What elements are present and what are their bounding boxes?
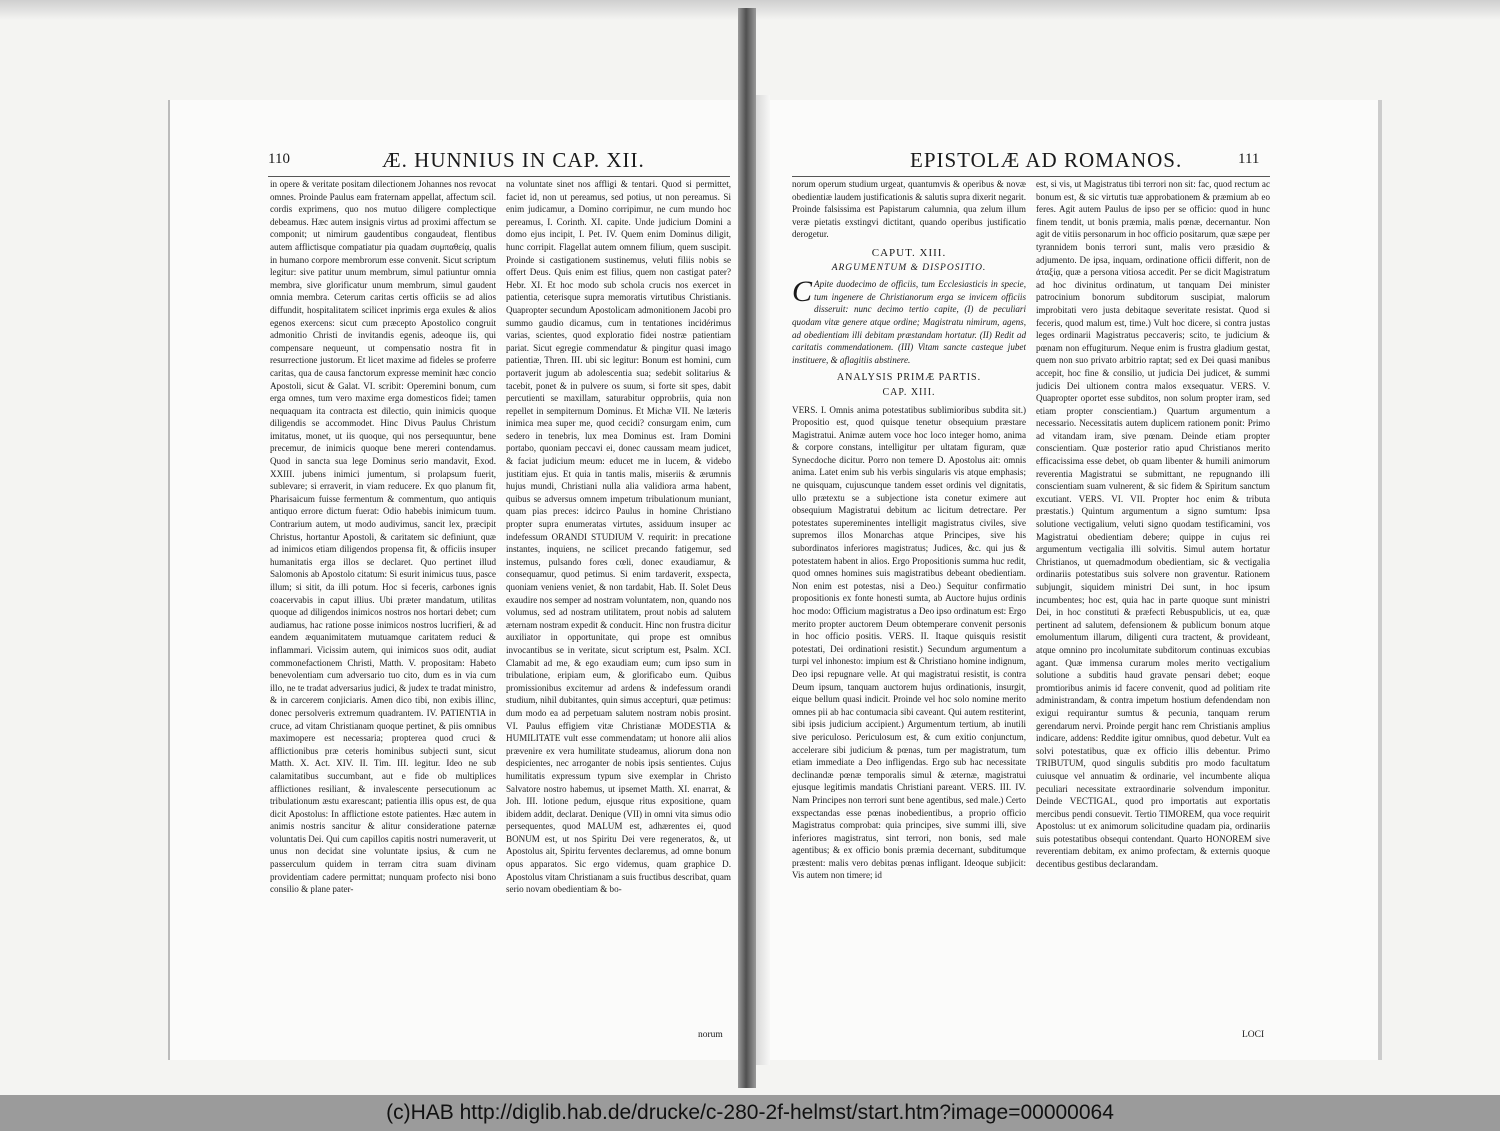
right-intro-text: norum operum studium urgeat, quantumvis & operibus & novæ obedientiæ laudem justificationis & salutis supra dixerit negarit. Proinde falsissima est Papistarum calumnia, qua zelum illum veræ pietatis exstingvi dictitant, quando operibus justificatio derogetur. bbox=[792, 179, 1026, 240]
left-head-rule bbox=[268, 176, 730, 177]
source-footer: (c)HAB http://diglib.hab.de/drucke/c-280-2f-helmst/start.htm?image=00000064 bbox=[0, 1095, 1500, 1131]
right-column-2-text: est, si vis, ut Magistratus tibi terrori non sit: fac, quod rectum ac bonum est, & sic virtutis tuæ approbationem & præmium ab eo feres. Agit autem Paulus de ipso per se officio: quod in hunc finem tendit, ut bonis præmia, malis pœnæ, decernantur. Non agit de vitiis personarum in hoc officio positarum, quæ sæpe per tyrannidem bonis terrori sunt, malis vero præsidio & adjumento. De ipsa, inquam, ordinatione officii differit, non de ἀταξίᾳ, quæ a persona vitiosa accedit. Per se dicit Magistratum ad hoc divinitus ordinatum, ut tanquam Dei minister patrocinium bonorum subditorum suscipiat, malorum improbitati vero justa debitaque severitate resistat. Quod si feceris, quod malum est, time.) Vult hoc dicere, si contra justas leges ordinarii Magistratus peccaveris; scito, te judicium & pœnam non effugiturum. Neque enim is frustra gladium gestat, quem non suo privato arbitrio raptat; sed ex Dei quasi manibus accepit, hoc fine & consilio, ut judicia Dei judicet, & summi judicis Dei ultionem contra malos exsequatur. VERS. V. Quapropter oportet esse subditos, non solum propter iram, sed etiam propter conscientiam.) Quartum argumentum a necessario. Necessitatis autem duplicem rationem ponit: Primo ad vitandam iram, sive pœnam. Deinde etiam propter conscientiam. Quæ posterior ratio apud Christianos merito efficacissima esse debet, ob quam libenter & humili animorum reverentia Magistratui se submittant, ne repugnando illi conscientiam suam vulnerent, & sic fidem & Spiritum sanctum excutiant. VERS. VI. VII. Propter hoc enim & tributa præstatis.) Quintum argumentum a signo sumtum: Ipsa solutione vectigalium, veluti signo quodam testificamini, vos Magistratui obedientiam debere; quippe in cujus rei argumentum vectigalia illi solvitis. Simul autem hortatur Christianos, ut quemadmodum obedientiam, sic & vectigalia ordinariis potestatibus suis solvere non graventur. Rationem subjungit, siquidem ministri Dei sunt, in hoc ipsum incumbentes; hoc est, quia hac in parte quoque sunt ministri Dei, in hoc constituti & præfecti Rebuspublicis, ut ea, quæ pertinent ad salutem, defensionem & publicum bonum atque emolumentum illarum, diligenti cura tractent, & provideant, atque omnino pro incolumitate subditorum continuas excubias agant. Quæ immensa curarum moles merito vectigalium solutione a subditis haud gravate pensari debet; eoque promtioribus animis id facere convenit, quod ad politiam rite administrandam, & contra impetum hostium defendendam non exigui requirantur sumtus & pecunia, tanquam rerum gerendarum nervi. Proinde pergit hanc rem Christianis amplius indicare, addens: Reddite igitur omnibus, quod debetur. Vult ea solvi potestatibus, quæ ex officio illis debentur. Primo TRIBUTUM, quod singulis subditis pro modo facultatum cuiusque vel annuatim & ordinarie, vel incumbente aliqua peculiari necessitate extraordinarie solvendum imponitur. Deinde VECTIGAL, quod pro importatis aut exportatis mercibus pendi consuevit. Tertio TIMOREM, qua voce requirit Apostolus: ut ex animorum solicitudine quadam pia, ordinariis suis potestatibus obsequi contendant. Quarto HONOREM sive reverentiam debitam, ex animo profectam, & externis quoque decentibus gestibus declarandam. bbox=[1036, 179, 1270, 870]
left-page-number: 110 bbox=[268, 151, 290, 167]
right-page-number: 111 bbox=[1238, 151, 1260, 167]
left-column-2 bbox=[506, 178, 731, 1028]
left-running-head: Æ. HUNNIUS IN CAP. XII. bbox=[382, 148, 645, 172]
left-catchword: norum bbox=[698, 1030, 723, 1040]
right-running-head: EPISTOLÆ AD ROMANOS. bbox=[910, 148, 1183, 172]
argument-paragraph bbox=[792, 275, 1026, 366]
gutter-shadow bbox=[756, 95, 770, 1065]
analysis-title: ANALYSIS PRIMÆ PARTIS. bbox=[836, 372, 982, 384]
chapter-subtitle: ARGUMENTUM & DISPOSITIO. bbox=[831, 262, 987, 273]
right-page-edge bbox=[1378, 100, 1382, 1060]
right-column-1-text: VERS. I. Omnis anima potestatibus sublimioribus subdita sit.) Propositio est, quod quisque tenetur obsequium præstare Magistratui. Animæ autem voce hoc loco integer homo, anima & corpore constans, intelligitur per ultatam figuram, quæ Synecdoche dicitur. Porro non temere D. Apostolus ait: omnis anima. Latet enim sub his verbis singularis vis atque emphasis; ne quisquam, cujuscunque tandem esset ordinis vel dignitatis, ullo prætextu se a subjectione ista conetur eximere aut obsequium Magistratui debitum ac licitum detrectare. Per potestates supereminentes intelligit magistratus civiles, sive supremos illos Monarchas atque Principes, sive his subordinatos inferiores magistratus; Judices, &c. qui jus & potestatem habent in alios. Ergo Propositionis summa huc redit, quod omnes homines suis magistratibus debeant obedientiam. Non enim est potestas, nisi a Deo.) Sequitur confirmatio propositionis ex fonte honesti sumta, ab Auctore hujus ordinis hoc modo: Officium magistratus a Deo ipso ordinatum est: Ergo merito propter auctorem Deum obtemperare convenit personis in hoc officio positis. VERS. II. Itaque quisquis resistit potestati, Dei ordinationi resistit.) Secundum argumentum a turpi vel inhonesto: impium est & Christiano homine indignum, Deo ipsi repugnare velle. At qui magistratui resistit, is contra Deum ipsum, tanquam auctorem hujus ordinationis, insurgit, eique bellum quasi indicit. Proinde vel hoc solo nomine merito omnes pii ab hac contumacia sibi caveant. Qui autem restiterint, sibi ipsis judicium accipient.) Argumentum tertium, ab inutili sive periculoso. Periculosum est, & cum exitio conjunctum, accelerare sibi judicium & pœnas, tum per magistratum, tum etiam immediate a Deo infligendas. Ergo sub hac necessitate declinandæ pœnæ temporalis simul & æternæ, magistratui ejusque legitimis mandatis Christiani pareant. VERS. III. IV. Nam Principes non terrori sunt bene agentibus, sed male.) Certo exspectandas esse pœnas inobedientibus, a proprio officio Magistratus comprobat: quia principes, sive summi illi, sive inferiores magistratus, sint terrori, non bonis, sed male agentibus; & ex officio bonis præmia decernant, subditumque præstent: malis vero debitas pœnas infligant. Ideoque subjicit: Vis autem non timere; id bbox=[792, 404, 1026, 881]
analysis-chapter: CAP. XIII. bbox=[882, 386, 936, 398]
right-catchword: LOCI bbox=[1242, 1030, 1265, 1040]
right-head-rule bbox=[792, 176, 1270, 177]
drop-cap: C bbox=[792, 275, 813, 309]
book-gutter bbox=[738, 8, 756, 1088]
argument-text: Apite duodecimo de officiis, tum Ecclesiasticis in specie, tum ingenere de Christianorum erga se invicem officiis disseruit: nunc decimo tertio capite, (I) de peculiari quodam vitæ genere atque ordine; Magistratu nimirum, agens, ad obedientiam illi debitam præstandam hortatur. (II) Redit ad caritatis commendationem. (III) Vitam sancte casteque jubet instituere, & aflagitiis abstinere. bbox=[792, 279, 1026, 365]
left-column-1-text: in opere & veritate positam dilectionem Johannes nos revocat omnes. Proinde Paulus eam fraternam appellat, affectum scil. cordis exprimens, quo nos mutuo diligere complectique debeamus. Hæc autem insignis virtus ad proximi affectum se componit; ut nimirum gaudentibus congaudeat, flentibus autem afflictisque compatiatur pia quadam συμπαθείᾳ, qualis in humano corpore membrorum esse convenit. Sicut scriptum legitur: sive patitur unum membrum, simul patiuntur omnia membra, sive glorificatur unum membrum, simul gaudent omnia membra. Ceterum caritas certis officiis se ad alios diffundit, hospitalitatem scilicet inprimis erga exules & alios egenos exercens: sicut cum præcepto Apostolico congruit admonitio Christi de invitandis egenis, adeoque iis, qui compensare nequeunt, ut compensatio nostra fit in resurrectione justorum. Et licet maxime ad fideles se proferre caritas, qua de causa fanctorum expresse meminit hæc concio Apostoli, sicut & Galat. VI. scribit: Operemini bonum, cum erga omnes, tum vero maxime erga domesticos fidei; tamen nequaquam ita contracta est dilectio, quin inimicis quoque diligendis se accommodet. Hinc Divus Paulus Christum imitatus, monet, ut iis quoque, qui nos persequuntur, bene precemur, de inimicis quoque bene mereri contendamus. Quod in sancta sua lege Dominus serio mandavit, Exod. XXIII. jubens inimici jumentum, si prolapsum fuerit, sublevare; si erraverit, in viam reducere. Ex quo planum fit, Pharisaicum fuisse fermentum & commentum, quo antiquis antiquo errore dictum fuerat: Odio habebis inimicum tuum. Contrarium autem, ut modo audivimus, sancit lex, præcipit Christus, hortantur Apostoli, & caritatem sic definiunt, quæ ad inimicos etiam diligendos propensa fit, & officiis insuper humanitatis erga illos se declaret. Quo pertinet illud Salomonis ab Apostolo citatum: Si esurit inimicus tuus, pasce illum; si sitit, da illi potum. Hoc si feceris, carbones ignis coacervabis in caput illius. Ubi præter mandatum, utilitas quoque ad diligendos inimicos nostros nos hortari debet; cum audiamus, hac ratione posse inimicos nostros lucrifieri, & ad eandem æquanimitatem mutuamque caritatem reduci & inflammari. Vicissim autem, qui inimicos suos odit, audiat commonefactionem Christi, Matth. V. propositam: Habeto benevolentiam cum adversario tuo cito, dum es in via cum illo, ne te tradat adversarius judici, & judex te tradat ministro, & in carcerem conjiciaris. Amen dico tibi, non exibis illinc, donec persolveris extremum quadrantem. IV. PATIENTIA in cruce, ad vitam Christianam quoque pertinet, & piis omnibus maximopere est necessaria; propterea quod cruci & afflictionibus præ ceteris hominibus subjecti sunt, sicut Matth. X. Act. XIV. II. Tim. III. legitur. Ideo ne sub calamitatibus succumbant, aut e fide ob multiplices afflictiones resiliant, & invalescente persecutionum ac tribulationum æstu exarescant; patientia illis opus est, de qua dicit Apostolus: In afflictione estote patientes. Hæc autem in animis nostris sancitur & alitur consideratione paternæ voluntatis Dei. Qui cum capillos capitis nostri numeraverit, ut unus non decidat sine voluntate ipsius, & cum ne passerculum quidem in terram citra suam divinam providentiam cadere permittat; nunquam profecto nisi bono consilio & plane pater- bbox=[270, 179, 496, 895]
right-page bbox=[770, 100, 1382, 1060]
right-column-1 bbox=[792, 178, 1026, 1028]
left-column-2-text: na voluntate sinet nos affligi & tentari. Quod si permittet, faciet id, non ut pereamus, sed potius, ut non pereamus. Si enim judicamur, a Domino corripimur, ne cum mundo hoc pereamus, I. Corinth. XI. capite. Unde judicium Domini a domo ejus incipit, I. Pet. IV. Quem enim Dominus diligit, hunc corripit. Flagellat autem omnem filium, quem suscipit. Proinde si castigationem sustinemus, veluti filiis nobis se offert Deus. Quis enim est filius, quem non castigat pater? Hebr. XI. Et hoc modo sub schola crucis nos exercet in patientia, ceterisque supra memoratis virtutibus Christianis. Quapropter secundum Apostolicam admonitionem Jacobi pro summo gaudio dicamus, cum in tentationes incidérimus varias, scientes, quod exploratio fidei nostræ patientiam pariat. Sicut egregie commendatur & pingitur quasi imago patientiæ, Thren. III. ubi sic legitur: Bonum est homini, cum portaverit jugum ab adolescentia sua; sedebit solitarius & tacebit, ponet & in pulvere os suum, si forte sit spes, dabit percutienti se maxillam, saturabitur opprobriis, quia non repellet in sempiternum Dominus. Et Michæ VII. Ne læteris inimica mea super me, quod cecidi? consurgam enim, cum sedero in tenebris, lux mea Dominus est. Iram Domini portabo, quoniam peccavi ei, donec caussam meam judicet, & faciat judicium meum: educet me in lucem, & videbo justitiam ejus. Et quia in tantis malis, miseriis & ærumnis hujus mundi, Christiani nulla alia validiora arma habent, quibus se adversus omnem impetum tribulationum muniant, quam pias preces: idcirco Paulus in homine Christiano propter supra enumeratas virtutes, assiduum insuper ac indefessum ORANDI STUDIUM V. requirit: in precatione instantes, inquiens, ne scilicet precando fatigemur, sed instemus, pulsando fores cœli, donec exaudiamur, & consequamur, quod petimus. Si enim tardaverit, exspecta, quoniam veniens veniet, & non tardabit, Hab. II. Solet Deus exaudire nos semper ad nostram voluntatem, non, quando nos volumus, sed ad nostram utilitatem, prout nobis ad salutem æternam nostram expedit & conducit. Hinc non frustra dicitur auxiliator in opportunitate, qui prope est omnibus invocantibus se in veritate, sicut scriptum est, Psalm. XCI. Clamabit ad me, & ego exaudiam eum; cum ipso sum in tribulatione, eripiam eum, & glorificabo eum. Quibus promissionibus excitemur ad ardens & indefessum orandi studium, nihil dubitantes, quin simus accepturi, quæ petimus: dum modo ea ad perpetuam salutem nostram nobis prosint. VI. Paulus effigiem vitæ Christianæ MODESTIA & HUMILITATE vult esse commendatam; ut honore alii alios prævenire ex vera humilitate studeamus, aliorum dona non despicientes, nec arroganter de nobis ipsis sentientes. Cujus humilitatis expressum typum sive exemplar in Christo Salvatore nostro habemus, ut ipsemet Matth. XI. enarrat, & Joh. III. lotione pedum, ejusque ritus expositione, quam ibidem addit, declarat. Denique (VII) in omni vita simus odio persequentes, quod MALUM est, adhærentes ei, quod BONUM est, ut nos Spiritu Dei vere regeneratos, &, ut Apostolus ait, Spiritu ferventes declaremus, ad omne bonum opus apparatos. Sic ergo videmus, quam graphice D. Apostolus vitam Christianam a suis fructibus describat, quam serio novam obedientiam & bo- bbox=[506, 179, 731, 895]
right-column-2 bbox=[1036, 178, 1270, 1028]
chapter-title: CAPUT. XIII. bbox=[871, 246, 947, 259]
left-column-1 bbox=[270, 178, 496, 1028]
left-page bbox=[168, 100, 758, 1060]
